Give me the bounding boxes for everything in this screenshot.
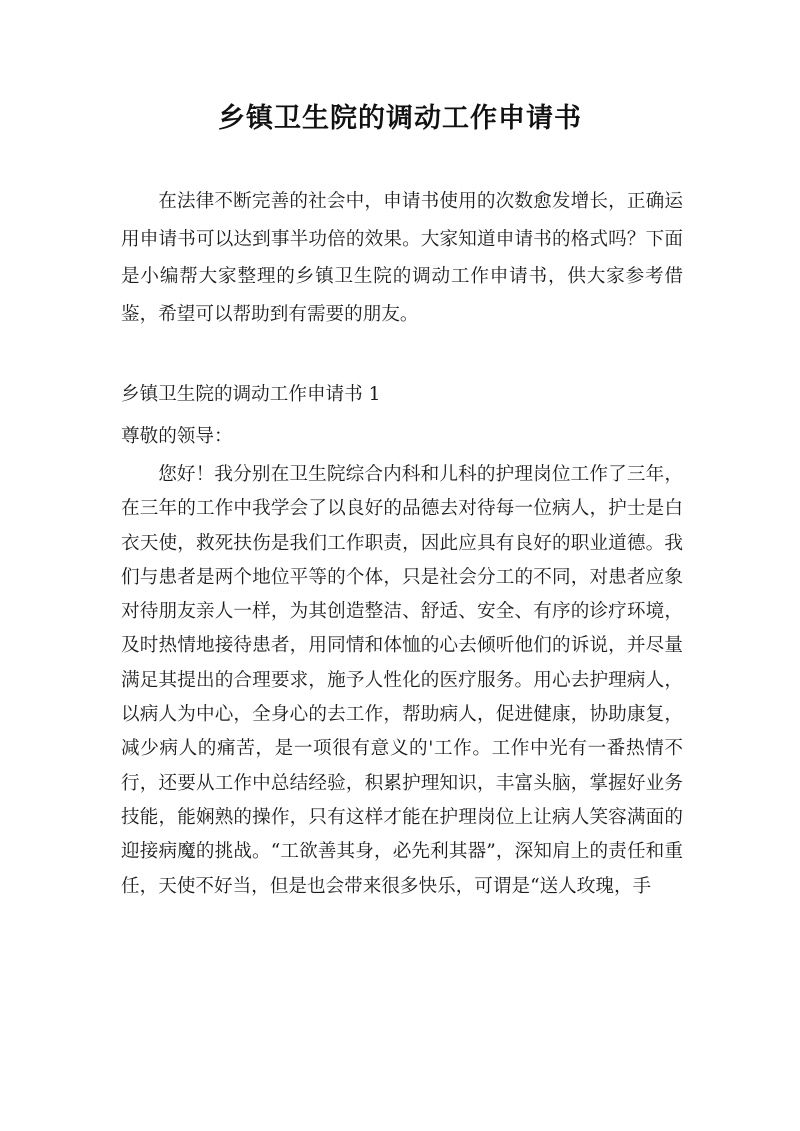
section-heading: 乡镇卫生院的调动工作申请书 1 — [121, 384, 381, 405]
document-title: 乡镇卫生院的调动工作申请书 — [218, 103, 582, 134]
letter-body-paragraph: 您好！我分别在卫生院综合内科和儿科的护理岗位工作了三年，在三年的工作中我学会了以良好的品德去对待每一位病人，护士是白衣天使，救死扶伤是我们工作职责，因此应具有良好的职业道德。我们与患者是两个地位平等的个体，只是社会分工的不同，对患者应象对待朋友亲人一样，为其创造整洁、舒适、安全、有序的诊疗环境，及时热情地接待患者，用同情和体恤的心去倾听他们的诉说，并尽量满足其提出的合理要求，施予人性化的医疗服务。用心去护理病人，以病人为中心，全身心的去工作，帮助病人，促进健康，协助康复，减少病人的痛苦，是一项很有意义的'工作。工作中光有一番热情不行，还要从工作中总结经验，积累护理知识，丰富头脑，掌握好业务技能，能娴熟的操作，只有这样才能在护理岗位上让病人笑容满面的迎接病魔的挑战。“工欲善其身，必先利其器”，深知肩上的责任和重任，天使不好当，但是也会带来很多快乐，可谓是“送人玫瑰，手 — [121, 464, 683, 897]
salutation: 尊敬的领导： — [121, 426, 233, 447]
letter-section — [121, 420, 683, 904]
intro-paragraph: 在法律不断完善的社会中，申请书使用的次数愈发增长，正确运用申请书可以达到事半功倍的效果。大家知道申请书的格式吗？下面是小编帮大家整理的乡镇卫生院的调动工作申请书，供大家参考借鉴，希望可以帮助到有需要的朋友。 — [121, 191, 683, 325]
section-heading-block — [121, 378, 683, 412]
intro-section — [121, 183, 683, 333]
